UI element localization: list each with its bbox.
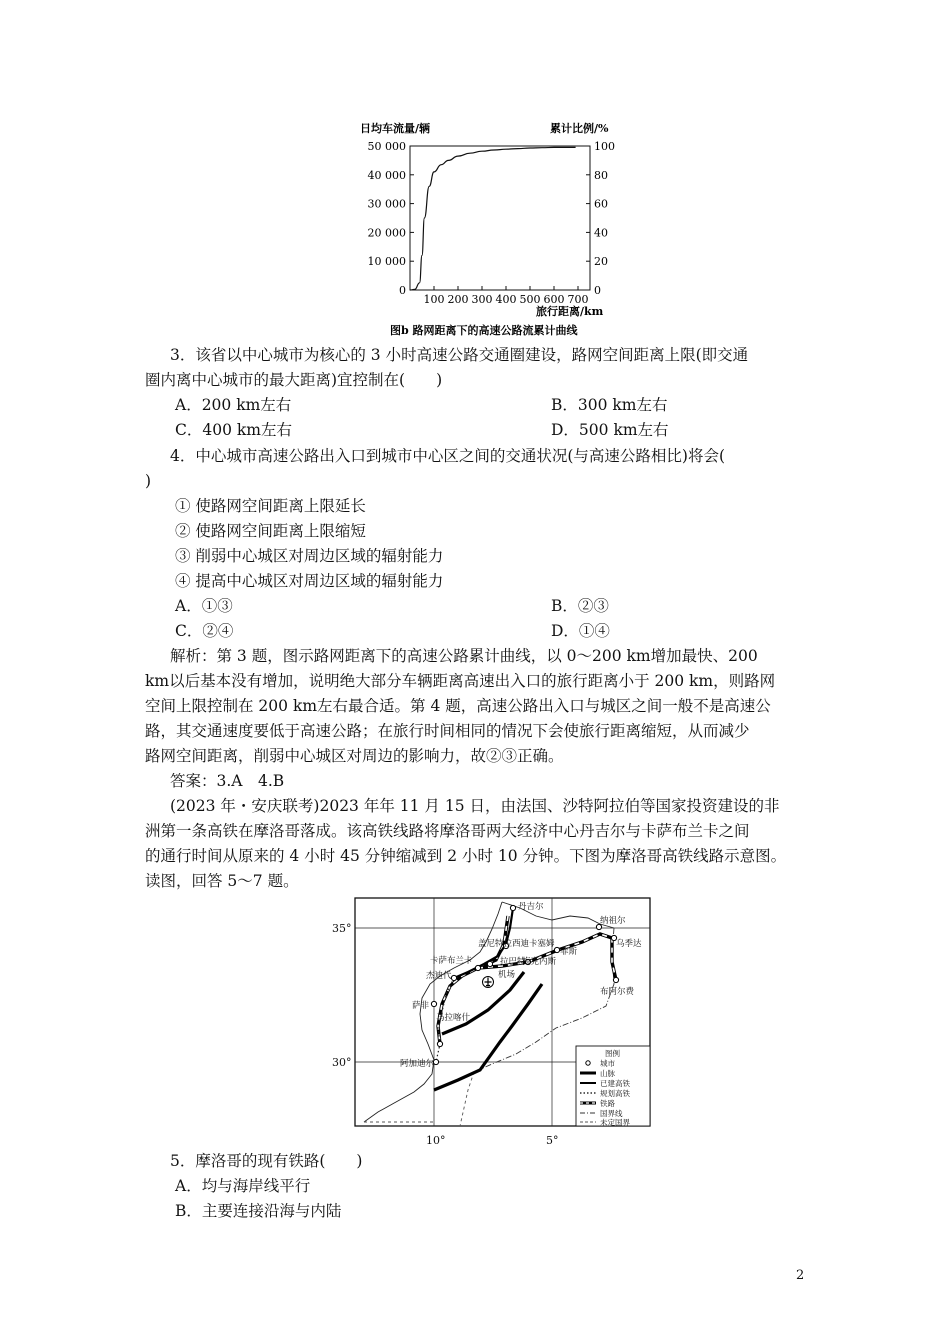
q4-statement-4: ④ 提高中心城区对周边区域的辐射能力 [175, 572, 444, 590]
chart-left-tick-label: 40 000 [367, 168, 406, 182]
lon-5-label: 5° [546, 1134, 559, 1147]
chart-curve-line [410, 147, 576, 290]
label-bouarfa: 布阿尔费 [600, 987, 635, 997]
q5-option-a[interactable]: A．均与海岸线平行 [175, 1177, 311, 1195]
q3-option-b[interactable]: B．300 km左右 [551, 396, 668, 414]
legend-railway: 铁路 [600, 1099, 615, 1108]
chart-right-tick-label: 0 [594, 284, 601, 297]
legend-city: 城市 [600, 1059, 615, 1068]
label-tangier: 丹吉尔 [518, 902, 544, 912]
q4-option-c[interactable]: C．②④ [175, 622, 234, 640]
chart-right-tick-label: 20 [594, 255, 608, 269]
q3-option-d[interactable]: D．500 km左右 [551, 421, 669, 439]
legend-built-hsr: 已建高铁 [600, 1079, 630, 1088]
city-marker [510, 905, 515, 910]
chart-right-tick-label: 100 [594, 140, 615, 153]
q4-option-a[interactable]: A．①③ [175, 597, 233, 615]
chart-right-tick-label: 40 [594, 226, 608, 240]
city-marker [487, 961, 492, 966]
label-safi: 萨非 [412, 1001, 430, 1011]
q3-option-a[interactable]: A．200 km左右 [175, 396, 292, 414]
lat-30-label: 30° [332, 1056, 352, 1069]
page-number: 2 [796, 1268, 805, 1283]
answer-line: 答案：3.A 4.B [170, 772, 285, 790]
q4-stem-line-2: ) [145, 472, 152, 490]
analysis-line-2: km以后基本没有增加，说明绝大部分车辆距离高速出入口的旅行距离小于 200 km，则路网 [145, 672, 776, 690]
lon-10-label: 10° [426, 1134, 446, 1147]
q4-stem-line-1: 4．中心城市高速公路出入口到城市中心区之间的交通状况(与高速公路相比)将会( [170, 447, 726, 465]
chart-left-axis-label: 日均车流量/辆 [360, 122, 431, 135]
analysis-line-4: 路，其交通速度要低于高速公路；在旅行时间相同的情况下会使旅行距离缩短，从而减少 [145, 722, 750, 740]
chart-x-tick-label: 100 [423, 293, 445, 306]
chart-x-tick-label: 500 [519, 293, 541, 306]
label-casablanca: 卡萨布兰卡 [430, 956, 473, 966]
q4-statement-2: ② 使路网空间距离上限缩短 [175, 522, 366, 540]
city-marker [451, 975, 456, 980]
legend-border: 国界线 [600, 1109, 623, 1118]
lat-35-label: 35° [332, 922, 352, 935]
label-oujda: 乌季达 [616, 939, 642, 949]
traffic-cumulative-chart [360, 118, 620, 340]
q3-stem-line-1: 3．该省以中心城市为核心的 3 小时高速公路交通圈建设，路网空间距离上限(即交通 [170, 346, 749, 364]
legend-title: 图例 [605, 1049, 620, 1058]
analysis-line-3: 空间上限控制在 200 km左右最合适。第 4 题，高速公路出入口与城区之间一般不是高速公 [145, 697, 771, 715]
legend-mountain: 山脉 [600, 1069, 615, 1078]
q3-option-c[interactable]: C．400 km左右 [175, 421, 292, 439]
chart-plot-frame [410, 146, 590, 290]
chart-x-axis-label: 旅行距离/km [536, 305, 604, 318]
chart-left-tick-label: 0 [399, 284, 406, 297]
label-el-jadida: 杰迪代 [426, 971, 452, 981]
city-marker [475, 965, 480, 970]
chart-left-tick-label: 50 000 [367, 140, 406, 153]
city-marker [613, 977, 618, 982]
intro-line-2: 洲第一条高铁在摩洛哥落成。该高铁线路将摩洛哥两大经济中心丹吉尔与卡萨布兰卡之间 [145, 822, 750, 840]
label-fes: 菲斯 [560, 947, 578, 957]
chart-right-axis-label: 累计比例/% [550, 122, 609, 135]
city-marker [554, 947, 559, 952]
legend-planned-hsr: 规划高铁 [600, 1089, 630, 1098]
q4-option-b[interactable]: B．②③ [551, 597, 609, 615]
chart-left-tick-label: 10 000 [367, 255, 406, 269]
label-sidi-kacem: 西迪卡塞姆 [512, 939, 555, 949]
chart-title: 图b 路网距离下的高速公路流累计曲线 [390, 324, 578, 337]
chart-right-tick-label: 80 [594, 168, 608, 182]
chart-x-tick-label: 200 [447, 293, 469, 306]
q4-option-d[interactable]: D．①④ [551, 622, 610, 640]
chart-x-tick-label: 300 [471, 293, 493, 306]
chart-x-tick-label: 400 [495, 293, 517, 306]
label-agadir: 阿加迪尔 [400, 1059, 435, 1069]
chart-left-tick-label: 30 000 [367, 197, 406, 211]
chart-left-tick-label: 20 000 [367, 226, 406, 240]
intro-line-1: (2023 年・安庆联考)2023 年年 11 月 15 日，由法国、沙特阿拉伯等国家投资建设的非 [170, 797, 780, 815]
chart-x-tick-label: 600 [543, 293, 565, 306]
legend-undetermined-border: 未定国界 [600, 1118, 630, 1127]
intro-line-3: 的通行时间从原来的 4 小时 45 分钟缩减到 2 小时 10 分钟。下图为摩洛哥高铁线路示意图。 [145, 847, 787, 865]
q4-statement-1: ① 使路网空间距离上限延长 [175, 497, 366, 515]
q3-stem-line-2: 圈内离中心城市的最大距离)宜控制在( ) [145, 371, 443, 389]
q5-stem: 5．摩洛哥的现有铁路( ) [170, 1152, 363, 1170]
label-kenitra: 盖尼特拉 [478, 939, 513, 949]
chart-x-tick-label: 700 [567, 293, 589, 306]
legend-city-marker [586, 1061, 590, 1065]
city-marker [437, 1041, 442, 1046]
morocco-hsr-map [330, 894, 660, 1150]
intro-line-4: 读图，回答 5～7 题。 [145, 872, 299, 890]
label-airport: 机场 [498, 970, 516, 980]
label-marrakech: 马拉喀什 [436, 1013, 471, 1023]
city-marker [433, 1059, 438, 1064]
q5-option-b[interactable]: B．主要连接沿海与内陆 [175, 1202, 342, 1220]
label-nador: 纳祖尔 [600, 916, 626, 926]
city-marker [431, 1001, 436, 1006]
label-rabat: 拉巴特 [500, 957, 526, 967]
q4-statement-3: ③ 削弱中心城区对周边区域的辐射能力 [175, 547, 444, 565]
label-meknes: 梅克内斯 [522, 957, 557, 967]
analysis-line-5: 路网空间距离，削弱中心城区对周边的影响力，故②③正确。 [145, 747, 564, 765]
chart-right-tick-label: 60 [594, 197, 608, 211]
analysis-line-1: 解析：第 3 题，图示路网距离下的高速公路累计曲线，以 0～200 km增加最快、200 [170, 647, 758, 665]
